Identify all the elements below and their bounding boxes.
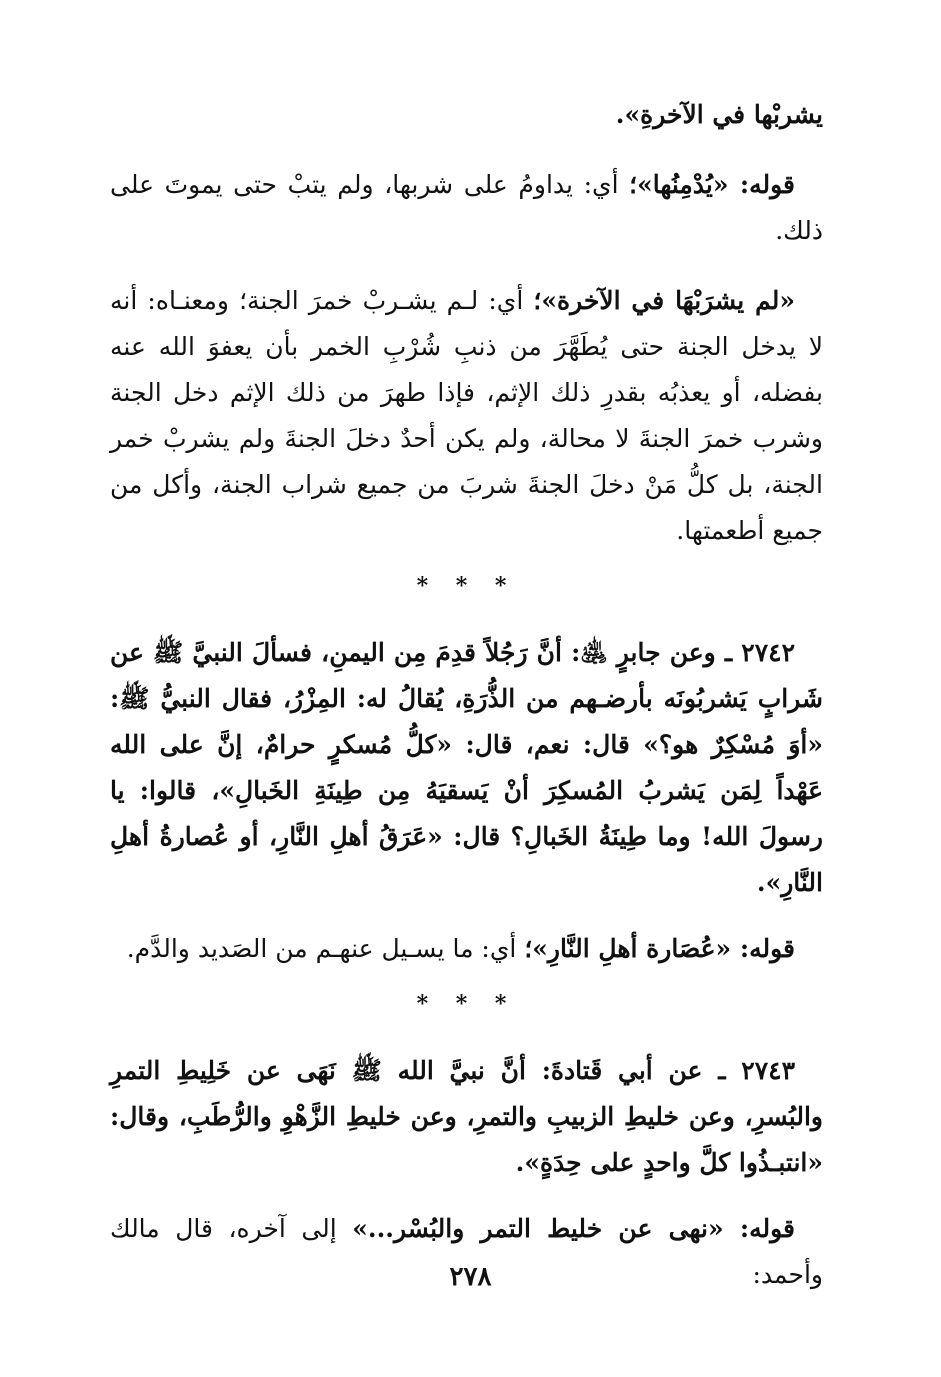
commentary-paragraph-1 [110, 162, 823, 254]
commentary-text: أي: يداومُ على شربها، ولم يتبْ حتى يموتَ على ذلك. [110, 170, 823, 245]
commentary-text: إلى آخره، قال مالك وأحمد: [110, 1214, 823, 1289]
hadith-2742: ٢٧٤٢ ـ وعن جابرٍ ﵁: أنَّ رَجُلاً قدِمَ مِن اليمنِ، فسألَ النبيَّ ﷺ عن شَرابٍ يَشربُونَه بأرضـهم من الذُّرَةِ، يُقالُ له: المِزْرُ، فقال النبيُّ ﷺ: «أوَ مُسْكِرٌ هو؟» قال: نعم، قال: «كلُّ مُسكرٍ حرامٌ، إنَّ على الله عَهْداً لِمَن يَشربُ المُسكِرَ أنْ يَسقيَهُ مِن طِينَةِ الخَبالِ»، قالوا: يا رسولَ الله! وما طِينَةُ الخَبالِ؟ قال: «عَرَقُ أهلِ النَّارِ، أو عُصارةُ أهلِ النَّارِ». [110, 638, 823, 897]
continuation-line: يشربْها في الآخرةِ». [615, 100, 823, 129]
section-separator: * * * [416, 991, 517, 1017]
paragraph-gap [110, 1186, 823, 1206]
paragraph-gap [110, 138, 823, 162]
commentary-lead: قوله: «عُصَارة أهلِ النَّارِ»؛ [524, 934, 795, 963]
commentary-text: أي: ما يسـيل عنهـم من الصَديد والدَّم. [126, 934, 525, 963]
commentary-paragraph-2 [110, 278, 823, 554]
commentary-text: أي: لـم يشـربْ خمرَ الجنة؛ ومعنـاه: أنه لا يدخل الجنة حتى يُطَهَّرَ من ذنبِ شُرْبِ الخمر بأن يعفوَ الله عنه بفضله، أو يعذبُه بقدرِ ذلك الإثم، فإذا طهرَ من ذلك الإثم دخل الجنة وشرب خمرَ الجنةَ لا محالة، ولم يكن أحدٌ دخلَ الجنةَ ولم يشربْ خمر الجنة، بل كلُّ مَنْ دخلَ الجنةَ شربَ من جميع شراب الجنة، وأكل من جميع أطعمتها. [110, 286, 823, 545]
page-number: ٢٧٨ [449, 1262, 492, 1292]
section-separator: * * * [416, 573, 517, 599]
paragraph-gap [110, 254, 823, 278]
hadith-2743: ٢٧٤٣ ـ عن أبي قَتادةَ: أنَّ نبيَّ الله ﷺ نَهَى عن خَلِيطِ التمرِ والبُسرِ، وعن خليطِ الزبيبِ والتمرِ، وعن خليطِ الزَّهْوِ والرُّطَبِ، وقال: «انتبـذُوا كلَّ واحدٍ على حِدَةٍ». [110, 1056, 823, 1177]
commentary-lead: قوله: «يُدْمِنُها»؛ [629, 170, 796, 199]
commentary-lead: قوله: «نهى عن خليط التمر والبُسْر...» [352, 1214, 795, 1243]
commentary-paragraph-3 [110, 926, 823, 972]
paragraph-gap [110, 906, 823, 926]
commentary-lead: «لم يشرَبْهَا في الآخرة»؛ [533, 286, 795, 315]
